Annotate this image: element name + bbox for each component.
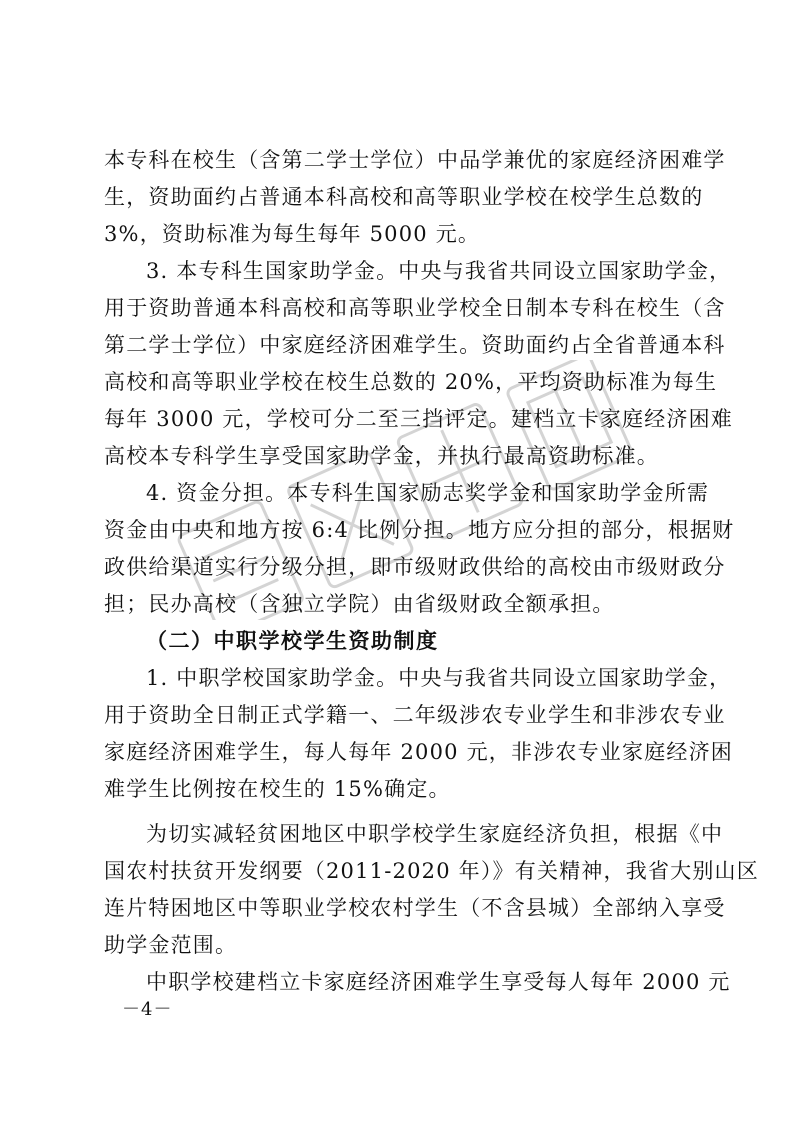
paragraph-line: 为切实减轻贫困地区中职学校学生家庭经济负担，根据《中 (146, 822, 724, 846)
paragraph-line: 用于资助普通本科高校和高等职业学校全日制本专科在校生（含 (104, 296, 726, 320)
paragraph-line: 家庭经济困难学生，每人每年 2000 元，非涉农专业家庭经济困 (104, 740, 733, 764)
paragraph-line: 本专科在校生（含第二学士学位）中品学兼优的家庭经济困难学 (104, 148, 726, 172)
paragraph-line: 政供给渠道实行分级分担，即市级财政供给的高校由市级财政分 (104, 555, 726, 579)
paragraph-line: 国农村扶贫开发纲要（2011-2020 年）》有关精神，我省大别山区 (104, 859, 759, 883)
paragraph-line: 每年 3000 元，学校可分二至三挡评定。建档立卡家庭经济困难 (104, 407, 733, 431)
paragraph-line: 3. 本专科生国家助学金。中央与我省共同设立国家助学金， (146, 259, 732, 283)
section-heading: （二）中职学校学生资助制度 (146, 628, 439, 653)
paragraph-line: 资金由中央和地方按 6:4 比例分担。地方应分担的部分，根据财 (104, 518, 735, 542)
paragraph-line: 1. 中职学校国家助学金。中央与我省共同设立国家助学金， (146, 666, 732, 690)
paragraph-line: 4. 资金分担。本专科生国家励志奖学金和国家助学金所需 (146, 481, 710, 505)
paragraph-line: 中职学校建档立卡家庭经济困难学生享受每人每年 2000 元 (146, 970, 731, 994)
paragraph-line: 连片特困地区中等职业学校农村学生（不含县城）全部纳入享受 (104, 896, 726, 920)
paragraph-line: 生，资助面约占普通本科高校和高等职业学校在校学生总数的 (104, 185, 704, 209)
page-number: －4－ (122, 999, 173, 1020)
paragraph-line: 高校和高等职业学校在校生总数的 20%，平均资助标准为每生 (104, 370, 718, 394)
paragraph-line: 用于资助全日制正式学籍一、二年级涉农专业学生和非涉农专业 (104, 703, 726, 727)
paragraph-line: 难学生比例按在校生的 15%确定。 (104, 777, 451, 801)
paragraph-line: 高校本专科学生享受国家助学金，并执行最高资助标准。 (104, 444, 659, 468)
paragraph-line: 助学金范围。 (104, 933, 238, 957)
paragraph-line: 3%，资助标准为每生每年 5000 元。 (104, 222, 481, 246)
paragraph-line: 第二学士学位）中家庭经济困难学生。资助面约占全省普通本科 (104, 333, 726, 357)
paragraph-line: 担；民办高校（含独立学院）由省级财政全额承担。 (104, 592, 615, 616)
